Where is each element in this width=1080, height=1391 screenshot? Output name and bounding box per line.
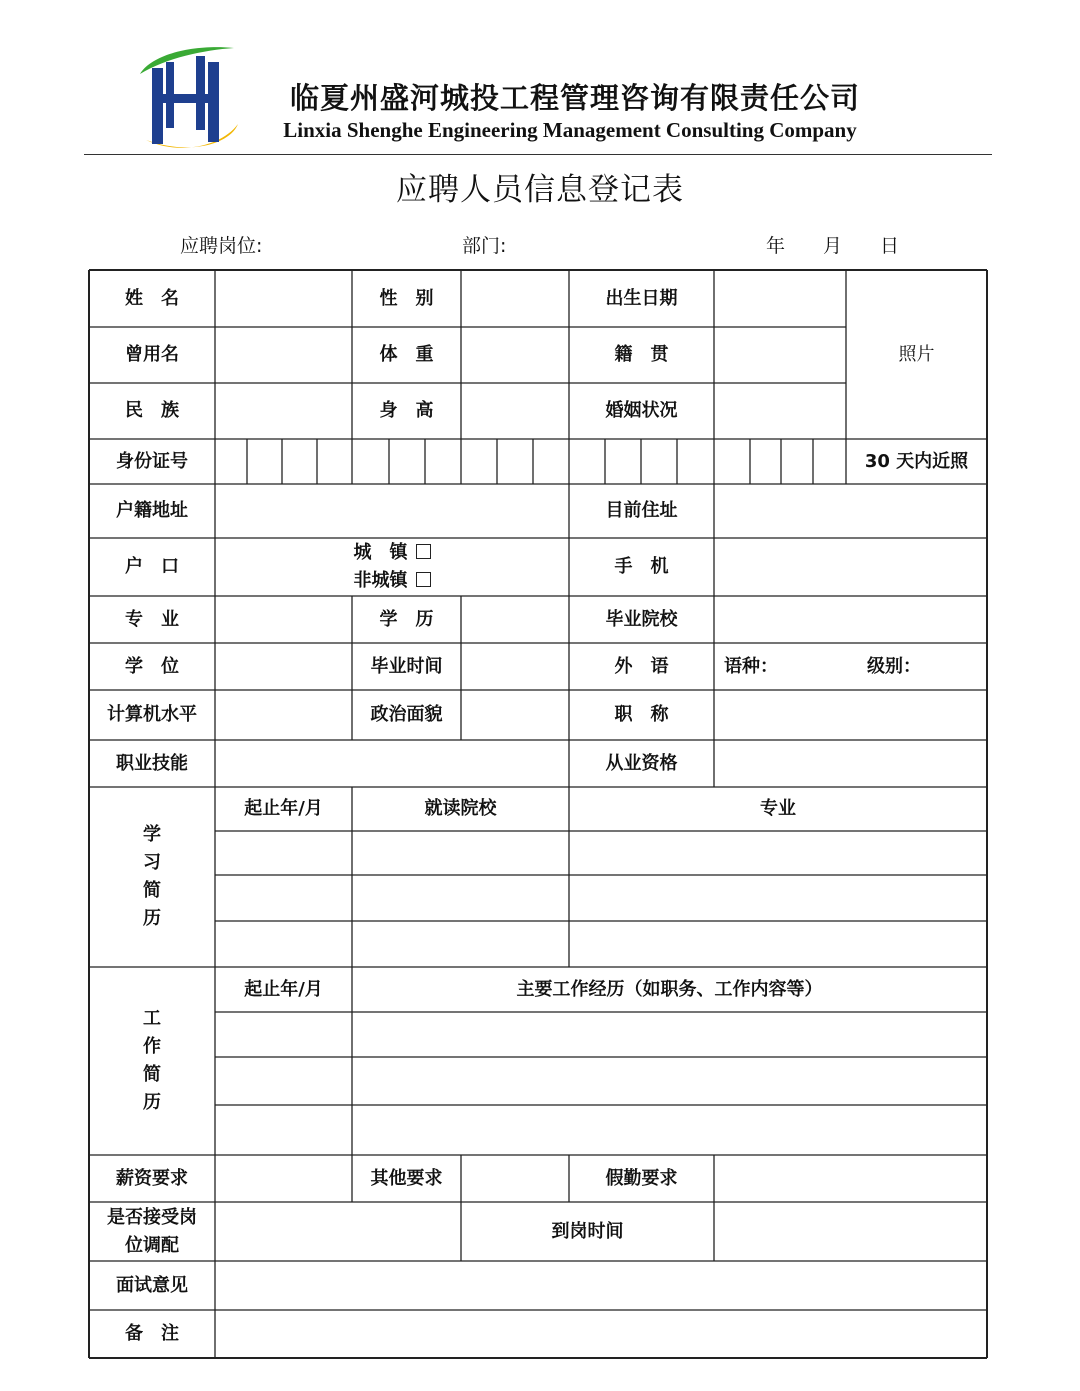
computer-level-field[interactable] — [215, 690, 352, 740]
label-work-period: 起止年/月 — [244, 978, 323, 1000]
label-gender: 性 别 — [379, 287, 434, 309]
hukou-address-field[interactable] — [215, 484, 569, 538]
label-native-place: 籍 贯 — [614, 344, 669, 366]
qualification-field[interactable] — [714, 740, 987, 787]
accept-transfer-line: 是否接受岗 — [107, 1206, 197, 1228]
label-education: 学 历 — [379, 608, 434, 630]
other-requirements-field[interactable] — [461, 1155, 569, 1202]
accept-transfer-field[interactable] — [215, 1202, 461, 1261]
work-history-char: 工 — [143, 1008, 161, 1029]
position-label: 应聘岗位: — [180, 235, 263, 257]
label-weight: 体 重 — [379, 344, 434, 366]
label-political-status: 政治面貌 — [370, 704, 443, 726]
label-graduation-time: 毕业时间 — [370, 655, 443, 677]
graduation-time-field[interactable] — [461, 643, 569, 690]
label-skills: 职业技能 — [116, 752, 188, 774]
marital-status-field[interactable] — [714, 383, 846, 439]
label-birth-date: 出生日期 — [605, 287, 678, 309]
label-language-level: 级别： — [867, 655, 921, 677]
form-title: 应聘人员信息登记表 — [396, 172, 684, 208]
work-history-rows[interactable] — [215, 1012, 987, 1155]
company-name-en: Linxia Shenghe Engineering Management Consulting Company — [283, 118, 857, 142]
label-urban: 城 镇 — [353, 542, 408, 563]
label-study-history — [89, 787, 215, 967]
label-study-school: 就读院校 — [424, 798, 497, 820]
label-current-address: 目前住址 — [605, 500, 678, 522]
non-urban-option[interactable] — [354, 567, 431, 595]
label-height: 身 高 — [379, 400, 434, 422]
accept-transfer-line: 位调配 — [125, 1234, 179, 1256]
label-leave-requirements: 假勤要求 — [605, 1167, 678, 1189]
work-history-char: 历 — [143, 1092, 161, 1113]
urban-option[interactable] — [354, 539, 431, 567]
name-field[interactable] — [215, 270, 352, 327]
label-school: 毕业院校 — [605, 608, 678, 630]
degree-field[interactable] — [215, 643, 352, 690]
label-name: 姓 名 — [125, 287, 179, 309]
label-hukou: 户 口 — [125, 556, 179, 578]
hukou-options — [215, 538, 569, 596]
salary-field[interactable] — [215, 1155, 352, 1202]
label-arrival-time: 到岗时间 — [551, 1220, 624, 1242]
department-label: 部门: — [462, 235, 507, 257]
work-history-char: 简 — [143, 1064, 161, 1085]
label-professional-title: 职 称 — [614, 704, 669, 726]
label-ethnicity: 民 族 — [125, 400, 179, 422]
label-work-content: 主要工作经历（如职务、工作内容等） — [516, 978, 823, 1000]
label-work-history — [89, 967, 215, 1155]
label-accept-transfer — [89, 1202, 215, 1261]
label-foreign-language: 外 语 — [614, 655, 669, 677]
weight-field[interactable] — [461, 327, 569, 383]
professional-title-field[interactable] — [714, 690, 987, 740]
year-label: 年 — [766, 235, 786, 257]
study-history-char: 习 — [143, 852, 161, 873]
label-hukou-address: 户籍地址 — [116, 500, 188, 522]
label-former-name: 曾用名 — [125, 344, 179, 366]
day-label: 日 — [880, 235, 900, 257]
skills-field[interactable] — [215, 740, 569, 787]
study-history-char: 学 — [143, 824, 161, 845]
label-major: 专 业 — [125, 608, 179, 630]
remarks-field[interactable] — [215, 1310, 987, 1358]
month-label: 月 — [823, 235, 843, 257]
label-salary: 薪资要求 — [116, 1167, 188, 1189]
education-field[interactable] — [461, 596, 569, 643]
label-non-urban: 非城镇 — [353, 570, 408, 591]
label-mobile: 手 机 — [614, 556, 669, 578]
label-photo: 照片 — [898, 343, 935, 365]
birth-date-field[interactable] — [714, 270, 846, 327]
current-address-field[interactable] — [714, 484, 987, 538]
label-computer-level: 计算机水平 — [107, 704, 197, 726]
major-field[interactable] — [215, 596, 352, 643]
label-qualification: 从业资格 — [605, 752, 678, 774]
gender-field[interactable] — [461, 270, 569, 327]
label-other-requirements: 其他要求 — [370, 1167, 443, 1189]
company-name-cn: 临夏州盛河城投工程管理咨询有限责任公司 — [290, 81, 861, 115]
non-urban-checkbox[interactable] — [416, 572, 431, 587]
native-place-field[interactable] — [714, 327, 846, 383]
study-history-char: 历 — [143, 908, 161, 929]
label-id-number: 身份证号 — [116, 450, 188, 472]
height-field[interactable] — [461, 383, 569, 439]
ethnicity-field[interactable] — [215, 383, 352, 439]
label-interview-opinion: 面试意见 — [116, 1274, 188, 1296]
label-remarks: 备 注 — [125, 1323, 179, 1345]
school-field[interactable] — [714, 596, 987, 643]
label-study-major: 专业 — [760, 798, 796, 820]
label-photo-note: 30 天内近照 — [864, 450, 969, 472]
arrival-time-field[interactable] — [714, 1202, 987, 1261]
interview-opinion-field[interactable] — [215, 1261, 987, 1310]
id-number-boxes[interactable] — [215, 439, 846, 484]
urban-checkbox[interactable] — [416, 544, 431, 559]
political-status-field[interactable] — [461, 690, 569, 740]
former-name-field[interactable] — [215, 327, 352, 383]
mobile-field[interactable] — [714, 538, 987, 596]
label-study-period: 起止年/月 — [244, 798, 323, 820]
leave-requirements-field[interactable] — [714, 1155, 987, 1202]
label-degree: 学 位 — [125, 655, 179, 677]
photo-box[interactable] — [846, 270, 987, 439]
label-marital-status: 婚姻状况 — [605, 400, 678, 422]
work-history-char: 作 — [143, 1036, 161, 1057]
study-history-char: 简 — [143, 880, 161, 901]
study-history-rows[interactable] — [215, 831, 987, 967]
label-language-kind: 语种： — [724, 655, 778, 677]
